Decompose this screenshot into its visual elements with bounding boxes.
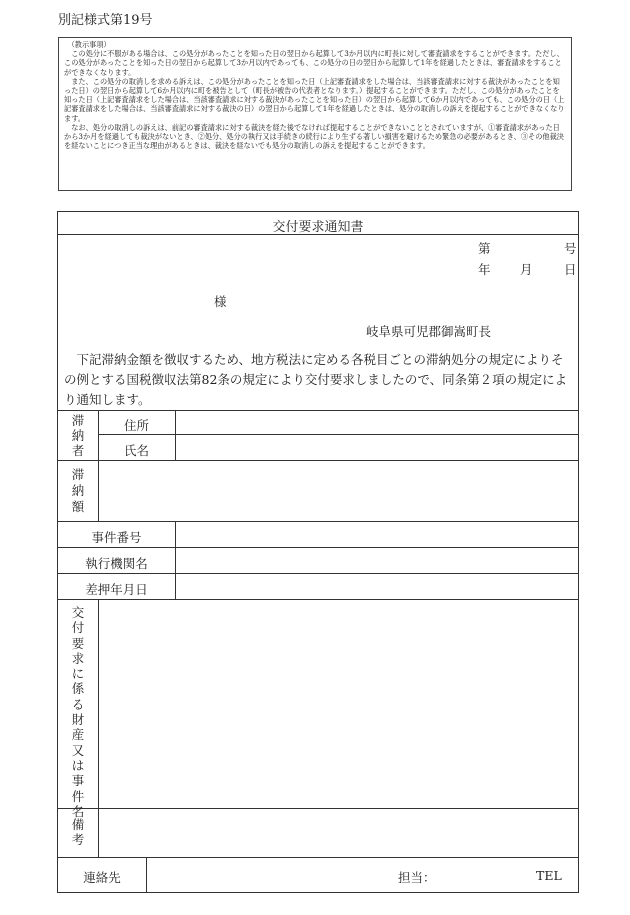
issuer-name: 岐阜県可児郡御嵩町長 xyxy=(366,324,492,339)
property-label-char: は xyxy=(71,757,85,773)
delinquent-label-char: 者 xyxy=(71,443,85,458)
amount-label xyxy=(58,467,98,515)
seizure-date-label: 差押年月日 xyxy=(85,582,148,597)
rule-property xyxy=(58,808,578,809)
person-in-charge-label: 担当： xyxy=(398,870,436,885)
contact-label: 連絡先 xyxy=(83,870,121,885)
property-label-char: 係 xyxy=(71,681,85,697)
vrule-contact xyxy=(146,857,147,892)
delinquent-label-char: 滞 xyxy=(71,413,85,428)
vrule-sub xyxy=(175,410,176,460)
property-label-char: 財 xyxy=(71,712,85,728)
property-label-char: 産 xyxy=(71,727,85,743)
form-number-label: 別記様式第19号 xyxy=(58,13,153,28)
doc-number-suffix: 号 xyxy=(564,241,577,256)
rule-address xyxy=(98,434,578,435)
property-label-char: 名 xyxy=(71,803,85,819)
doc-number-prefix: 第 xyxy=(478,241,491,256)
property-label-char: る xyxy=(71,696,85,712)
date-year: 年 xyxy=(478,262,491,277)
remarks-label xyxy=(58,817,98,847)
property-label-char: 交 xyxy=(71,605,85,620)
property-label-char: 件 xyxy=(71,788,85,804)
amount-label-char: 滞 xyxy=(71,467,85,482)
notice-paragraph-3: なお、処分の取消しの訴えは、前記の審査請求に対する裁決を経た後でなければ提起することができないこととされていますが、①審査請求があった日から3か月を経過しても裁決がないとき、②処分、処分の執行又は手続きの続行により生ずる著しい損害を避けるため緊急の必要があるとき、③その他裁決を経ないことにつき正当な理由があるときは、裁決を経ないでも処分の取消しの訴えを提起することができます。 xyxy=(64,122,564,151)
date-month: 月 xyxy=(520,262,533,277)
instruction-notice-box xyxy=(58,37,572,191)
agency-label: 執行機関名 xyxy=(85,556,148,571)
remarks-label-char: 備 xyxy=(71,817,85,832)
rule-seizure xyxy=(58,599,578,600)
form-title: 交付要求通知書 xyxy=(272,220,364,235)
vrule-sub-mid xyxy=(175,521,176,599)
delinquent-label-char: 納 xyxy=(71,428,85,443)
property-label-char: 付 xyxy=(71,620,85,636)
notice-title: （教示事項） xyxy=(67,40,111,49)
property-label-char: に xyxy=(71,666,85,682)
address-label: 住所 xyxy=(123,418,149,433)
rule-case xyxy=(58,547,578,548)
vrule-label-lower xyxy=(98,599,99,857)
tel-label: TEL xyxy=(536,868,562,883)
property-label-char: 事 xyxy=(71,773,85,789)
name-label: 氏名 xyxy=(123,443,149,458)
delinquent-label xyxy=(58,413,98,458)
property-label xyxy=(58,605,98,819)
rule-body xyxy=(58,410,578,411)
rule-agency xyxy=(58,573,578,574)
case-number-label: 事件番号 xyxy=(91,530,142,545)
amount-label-char: 納 xyxy=(71,483,85,498)
property-label-char: 又 xyxy=(71,742,85,758)
rule-remarks xyxy=(58,857,578,858)
notification-form xyxy=(57,211,579,893)
date-day: 日 xyxy=(564,262,577,277)
rule-delinquent xyxy=(58,460,578,461)
notice-paragraph-2: また、この処分の取消しを求める訴えは、この処分があったことを知った日（上記審査請求をした場合は、当該審査請求に対する裁決があったことを知った日）の翌日から起算して6か月以内に町を被告として（町長が被告の代表者となります。）提起することができます。ただし、この処分があったことを知った日（上記審査請求をした場合は、当該審査請求に対する裁決があったことを知った日）の翌日から起算して6か月以内であっても、この処分の日（上記審査請求をした場合は、当該審査請求に対する裁決の日）の翌日から起算して1年を経過したときは、処分の取消しの訴えを提起することができなくなります。 xyxy=(64,76,565,123)
property-label-char: 要 xyxy=(71,635,85,651)
notice-paragraph-1: この処分に不服がある場合は、この処分があったことを知った日の翌日から起算して3か月以内に町長に対して審査請求をすることができます。ただし、この処分があったことを知った日の翌日から起算して3か月以内であっても、この処分の日の翌日から起算して1年を経過したときは、審査請求をすることができなくなります。 xyxy=(64,49,564,77)
amount-label-char: 額 xyxy=(71,499,85,514)
remarks-label-char: 考 xyxy=(71,832,85,847)
body-text: 下記滞納金額を徴収するため、地方税法に定める各税目ごとの滞納処分の規定によりその例とする国税徴収法第82条の規定により交付要求しましたので、同条第２項の規定により通知します。 xyxy=(64,352,568,407)
property-label-char: 求 xyxy=(71,650,85,666)
rule-amount xyxy=(58,521,578,522)
addressee-suffix: 様 xyxy=(214,294,227,309)
